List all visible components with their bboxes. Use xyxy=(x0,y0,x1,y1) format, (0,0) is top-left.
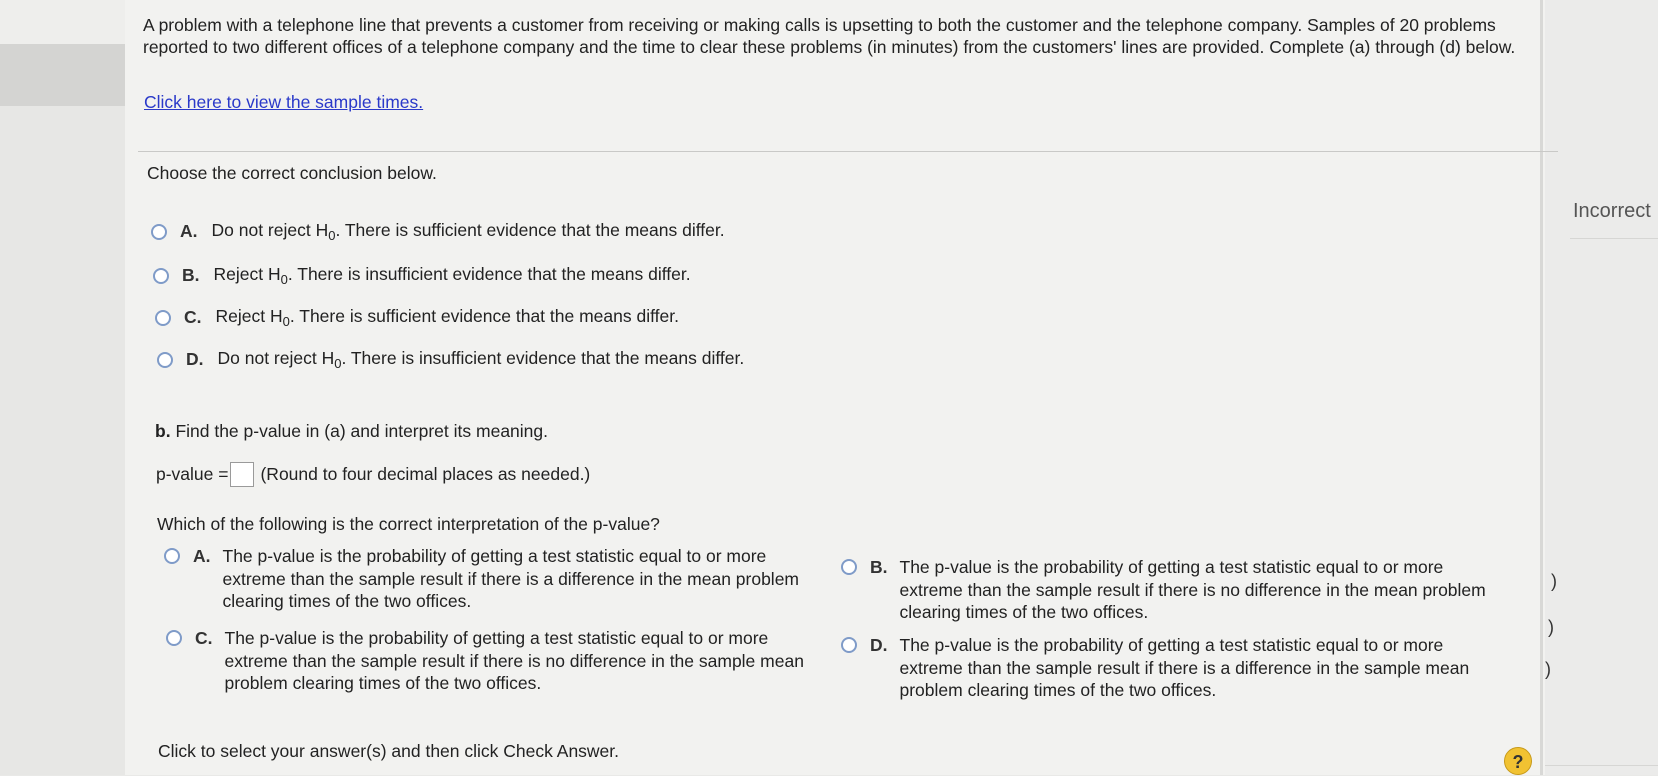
option-text: Do not reject $H_0$. There is insufficient evidence that the means differ. xyxy=(217,348,745,371)
option-text: The p-value is the probability of getting a test statistic equal to or more extreme than the sample result if there is a difference in the mean problem clearing times of the two offices. xyxy=(222,546,800,611)
conclusion-option-c[interactable] xyxy=(155,306,679,329)
interpretation-option-c[interactable] xyxy=(166,627,815,695)
option-text: Do not reject $H_0$. There is sufficient evidence that the means differ. xyxy=(211,220,725,243)
option-letter: C. xyxy=(184,307,202,327)
radio-button[interactable] xyxy=(151,224,167,240)
panel-edge xyxy=(1540,0,1543,775)
option-text: Reject $H_0$. There is insufficient evidence that the means differ. xyxy=(213,264,691,287)
background-left-band xyxy=(0,44,125,106)
interpretation-option-a[interactable] xyxy=(164,545,813,613)
radio-button[interactable] xyxy=(164,548,180,564)
option-letter: A. xyxy=(180,221,198,241)
radio-button[interactable] xyxy=(155,310,171,326)
background-left-lower xyxy=(0,106,125,775)
bracket-mark: ) xyxy=(1551,571,1557,591)
status-incorrect: Incorrect xyxy=(1573,200,1651,222)
part-b-prompt: b. Find the p-value in (a) and interpret its meaning. xyxy=(155,421,548,441)
pvalue-input[interactable] xyxy=(230,462,254,487)
footer-instruction: Click to select your answer(s) and then click Check Answer. xyxy=(158,741,620,761)
bracket-mark: ) xyxy=(1548,617,1554,637)
conclusion-option-b[interactable] xyxy=(153,264,691,287)
right-sidebar xyxy=(1545,0,1658,775)
round-note: (Round to four decimal places as needed.) xyxy=(260,464,591,484)
interpretation-option-d[interactable] xyxy=(841,634,1490,702)
option-text: The p-value is the probability of getting a test statistic equal to or more extreme than the sample result if there is no difference in the mean problem clearing times of the two offices. xyxy=(899,557,1486,622)
conclusion-option-d[interactable] xyxy=(157,348,744,371)
pvalue-label: p-value = xyxy=(156,464,229,484)
section-divider xyxy=(138,151,1558,152)
option-letter: D. xyxy=(186,349,204,369)
right-divider xyxy=(1570,238,1658,239)
option-letter: B. xyxy=(870,557,888,577)
option-text: The p-value is the probability of getting a test statistic equal to or more extreme than the sample result if there is a difference in the sample mean problem clearing times of the two offices. xyxy=(899,635,1470,700)
background-left-top xyxy=(0,0,125,44)
help-button[interactable]: ? xyxy=(1504,747,1532,775)
problem-statement: A problem with a telephone line that prevents a customer from receiving or making calls is upsetting to both the customer and the telephone company. Samples of 20 problems reported to two different offices of a telephone company and the time to clear these problems (in minutes) from the customers' lines are provided. Complete (a) through (d) below. xyxy=(143,15,1516,57)
conclusion-option-a[interactable] xyxy=(151,220,725,243)
part-b-label: b. xyxy=(155,421,171,441)
radio-button[interactable] xyxy=(153,268,169,284)
radio-button[interactable] xyxy=(157,352,173,368)
pvalue-row xyxy=(156,462,590,487)
right-divider-bottom xyxy=(1545,765,1658,766)
view-sample-times-link[interactable]: Click here to view the sample times. xyxy=(144,92,424,112)
radio-button[interactable] xyxy=(166,630,182,646)
interpretation-prompt: Which of the following is the correct interpretation of the p-value? xyxy=(157,514,660,534)
option-letter: C. xyxy=(195,628,213,648)
radio-button[interactable] xyxy=(841,637,857,653)
option-letter: A. xyxy=(193,546,211,566)
option-letter: D. xyxy=(870,635,888,655)
conclusion-prompt: Choose the correct conclusion below. xyxy=(147,163,437,183)
bracket-mark: ) xyxy=(1545,659,1551,679)
interpretation-option-b[interactable] xyxy=(841,556,1490,624)
option-text: Reject $H_0$. There is sufficient evidence that the means differ. xyxy=(215,306,679,329)
option-letter: B. xyxy=(182,265,200,285)
radio-button[interactable] xyxy=(841,559,857,575)
option-text: The p-value is the probability of getting a test statistic equal to or more extreme than the sample result if there is no difference in the sample mean problem clearing times of the two offices. xyxy=(224,628,804,693)
